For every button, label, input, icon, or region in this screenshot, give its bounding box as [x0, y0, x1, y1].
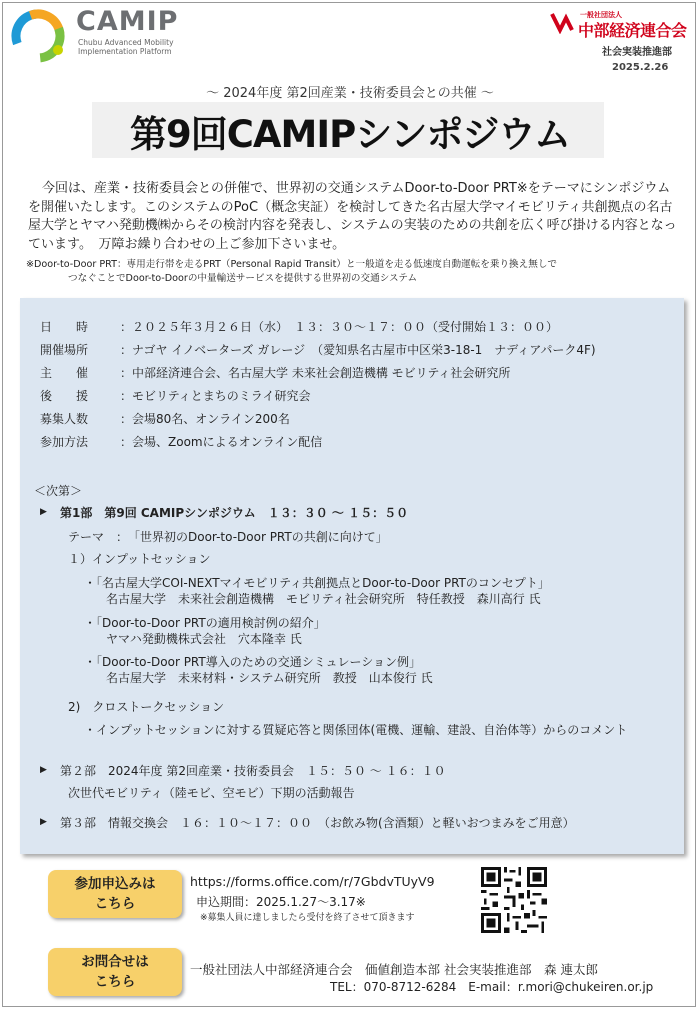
detail-row-datetime [40, 318, 558, 335]
department: 社会実装推進部 [602, 47, 672, 58]
camip-logo-icon [10, 8, 66, 64]
cross-session-heading: 2) クロストークセッション [68, 700, 225, 714]
chukeiren-logo-icon [548, 10, 576, 34]
apply-url-link[interactable]: https://forms.office.com/r/7GbdvTUyV9 [190, 874, 435, 889]
cross-session-detail: ・インプットセッションに対する質疑応答と関係団体(電機、運輸、建設、自治体等）からのコメント [84, 723, 628, 737]
detail-row-venue [40, 341, 596, 358]
apply-period: 申込期間：2025.1.27～3.17※ [196, 895, 366, 909]
program-theme: テーマ ： 「世界初のDoor-to-Door PRTの共創に向けて」 [68, 530, 388, 544]
qr-code-icon[interactable] [478, 864, 550, 936]
detail-row-participation [40, 433, 322, 450]
talk-3-speaker: 名古屋大学 未来材料・システム研究所 教授 山本俊行 氏 [106, 671, 433, 685]
detail-label: 日 時 [40, 320, 89, 334]
contact-button[interactable] [48, 948, 182, 996]
contact-button-line-2: こちら [94, 974, 136, 990]
detail-label: 募集人数 [40, 412, 89, 426]
detail-value: ：モビリティとまちのミライ研究会 [120, 389, 311, 403]
talk-1-speaker: 名古屋大学 未来社会創造機構 モビリティ社会研究所 特任教授 森川高行 氏 [106, 592, 541, 606]
talk-1-title: ・「名古屋大学COI-NEXTマイモビリティ共創拠点とDoor-to-Door PRTのコンセプト」 [84, 576, 550, 590]
detail-value: ：ナゴヤ イノベーターズ ガレージ （愛知県名古屋市中区栄3-18-1 ナディアパーク4F) [120, 343, 596, 357]
brand-subtitle: Chubu Advanced Mobility Implementation Platform [78, 38, 174, 56]
talk-3-title: ・「Door-to-Door PRT導入のための交通シミュレーション例」 [84, 655, 422, 669]
apply-note: ※募集人員に達しましたら受付を終了させて頂きます [200, 913, 415, 923]
detail-label: 参加方法 [40, 435, 89, 449]
issue-date: 2025.2.26 [612, 62, 669, 73]
apply-button-line-1: 参加申込みは [74, 876, 156, 892]
detail-row-capacity [40, 410, 290, 427]
footnote-line-2: つなぐことでDoor-to-Doorの中量輸送サービスを提供する世界初の交通システム [68, 272, 418, 284]
footnote-line-1: ※Door-to-Door PRT：専用走行帯を走るPRT（Personal Rapid Transit）と一般道を走る低速度自動運転を乗り換え無しで [26, 259, 558, 270]
program-part-2-detail: 次世代モビリティ（陸モビ、空モビ）下期の活動報告 [68, 786, 355, 800]
detail-label: 後 援 [40, 389, 89, 403]
detail-label: 開催場所 [40, 343, 89, 357]
detail-value: ：会場、Zoomによるオンライン配信 [120, 435, 323, 449]
detail-value: ：２０２５年３月２６日（水） １３：３０～１７：００（受付開始１３：００） [120, 320, 559, 334]
detail-value: ：中部経済連合会、名古屋大学 未来社会創造機構 モビリティ社会研究所 [120, 366, 511, 380]
detail-label: 主 催 [40, 366, 89, 380]
contact-name: 一般社団法人中部経済連合会 価値創造本部 社会実装推進部 森 連太郎 [190, 962, 598, 977]
input-session-heading: １）インプットセッション [68, 552, 211, 566]
program-heading: ＜次第＞ [34, 484, 83, 498]
org-name: 中部経済連合会 [578, 21, 687, 40]
event-subtitle: ～ 2024年度 第2回産業・技術委員会との共催 ～ [206, 86, 494, 101]
program-part-2: 第２部 2024年度 第2回産業・技術委員会 １５：５０ ～ １６：１０ [60, 764, 446, 778]
bullet-triangle-icon: ▶ [40, 507, 47, 517]
contact-tel-email[interactable]: TEL：070-8712-6284 E-mail：r.mori@chukeiren.or.jp [330, 980, 654, 994]
program-part-3: 第３部 情報交換会 １６：１０～１７：００ （お飲み物(含酒類）と軽いおつまみをご用意） [60, 816, 575, 830]
detail-value: ：会場80名、オンライン200名 [120, 412, 290, 426]
program-part-1: 第1部 第9回 CAMIPシンポジウム １３：３０ ～ １５：５０ [60, 506, 409, 520]
intro-paragraph: 今回は、産業・技術委員会との併催で、世界初の交通システムDoor-to-Door PRT※をテーマにシンポジウムを開催いたします。このシステムのPoC（概念実証）を検討してきた名古屋大学マイモビリティ共創拠点の名古屋大学とヤマハ発動機㈱からその検討内容を発表し、システムの実装のための共創を広く呼び掛ける内容となっています。 万障お繰り合わせの上ご参加下さいませ。 [28, 181, 677, 252]
bullet-triangle-icon: ▶ [40, 817, 47, 827]
bullet-triangle-icon: ▶ [40, 765, 47, 775]
detail-row-organizer [40, 364, 510, 381]
apply-button[interactable] [48, 870, 182, 918]
contact-button-line-1: お問合せは [81, 954, 149, 970]
apply-button-line-2: こちら [94, 896, 136, 912]
page-title: 第9回CAMIPシンポジウム [130, 113, 570, 156]
talk-2-speaker: ヤマハ発動機株式会社 穴本隆幸 氏 [106, 632, 302, 646]
footnote [26, 258, 686, 285]
brand-name: CAMIP [76, 6, 179, 37]
org-type: 一般社団法人 [580, 11, 622, 19]
talk-2-title: ・「Door-to-Door PRTの適用検討例の紹介」 [84, 616, 326, 630]
detail-row-support [40, 387, 310, 404]
